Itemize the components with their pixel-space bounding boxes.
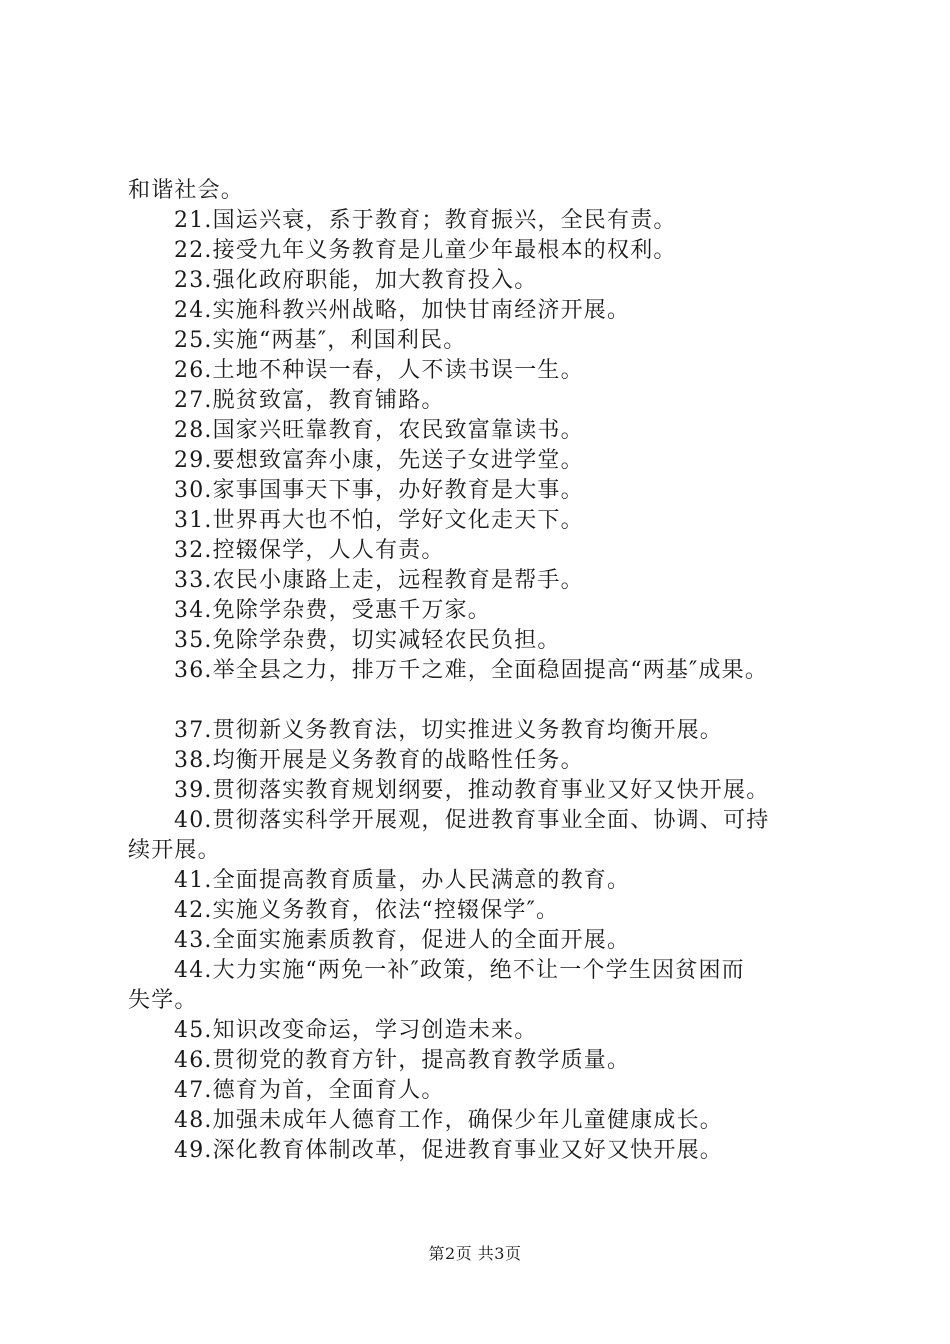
document-body: [128, 176, 848, 1166]
text-line: 24.实施科教兴州战略，加快甘南经济开展。: [174, 298, 631, 323]
page-number-footer: 第2页 共3页: [428, 1244, 522, 1263]
text-line: 49.深化教育体制改革，促进教育事业又好又快开展。: [174, 1138, 723, 1163]
blank-line: [128, 686, 848, 716]
text-line: 35.免除学杂费，切实减轻农民负担。: [174, 628, 561, 653]
text-line: 36.举全县之力，排万千之难，全面稳固提高“两基″成果。: [174, 658, 769, 683]
text-line: 47.德育为首，全面育人。: [174, 1078, 445, 1103]
text-line: 48.加强未成年人德育工作，确保少年儿童健康成长。: [174, 1108, 723, 1133]
text-line: 44.大力实施“两免一补″政策，绝不让一个学生因贫困而: [174, 958, 745, 983]
text-line: 和谐社会。: [128, 178, 245, 203]
text-line: 27.脱贫致富，教育铺路。: [174, 388, 445, 413]
text-line: 30.家事国事天下事，办好教育是大事。: [174, 478, 584, 503]
text-line: 续开展。: [128, 838, 221, 863]
text-line: 26.土地不种误一春，人不读书误一生。: [174, 358, 584, 383]
text-line: 38.均衡开展是义务教育的战略性任务。: [174, 748, 584, 773]
text-line: 45.知识改变命运，学习创造未来。: [174, 1018, 538, 1043]
text-line: 31.世界再大也不怕，学好文化走天下。: [174, 508, 584, 533]
text-line: 41.全面提高教育质量，办人民满意的教育。: [174, 868, 631, 893]
text-line: 39.贯彻落实教育规划纲要，推动教育事业又好又快开展。: [174, 778, 770, 803]
text-line: 43.全面实施素质教育，促进人的全面开展。: [174, 928, 631, 953]
text-line: 29.要想致富奔小康，先送子女进学堂。: [174, 448, 584, 473]
text-line: 33.农民小康路上走，远程教育是帮手。: [174, 568, 584, 593]
text-line: 23.强化政府职能，加大教育投入。: [174, 268, 538, 293]
text-line: 25.实施“两基″，利国利民。: [174, 328, 467, 353]
text-line: 40.贯彻落实科学开展观，促进教育事业全面、协调、可持: [174, 808, 770, 833]
text-line: 28.国家兴旺靠教育，农民致富靠读书。: [174, 418, 584, 443]
text-line: 22.接受九年义务教育是儿童少年最根本的权利。: [174, 238, 677, 263]
text-line: 32.控辍保学，人人有责。: [174, 538, 445, 563]
text-line: 37.贯彻新义务教育法，切实推进义务教育均衡开展。: [174, 718, 723, 743]
text-line: 21.国运兴衰，系于教育；教育振兴，全民有责。: [174, 208, 677, 233]
text-line: 42.实施义务教育，依法“控辍保学″。: [174, 898, 560, 923]
text-line: 34.免除学杂费，受惠千万家。: [174, 598, 491, 623]
text-line: 46.贯彻党的教育方针，提高教育教学质量。: [174, 1048, 631, 1073]
text-line: 失学。: [128, 988, 198, 1013]
